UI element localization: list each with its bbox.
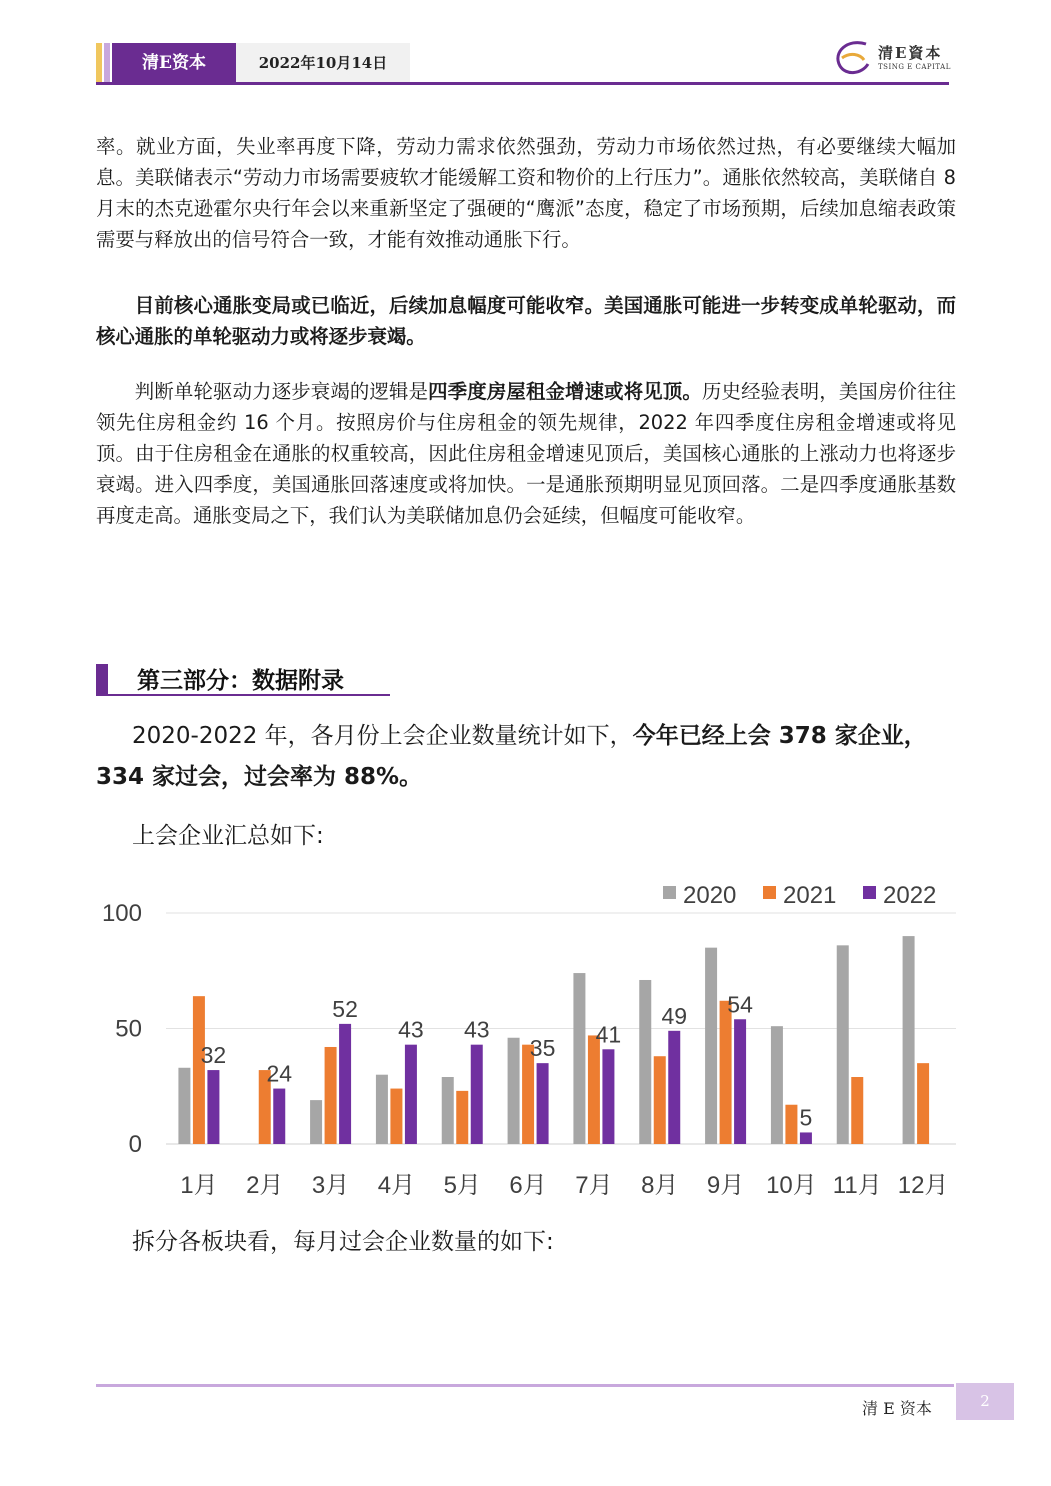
paragraph-rent-peak	[96, 376, 956, 531]
bar-2020	[310, 1100, 322, 1144]
bar-2021	[193, 996, 205, 1144]
bar-2020	[508, 1038, 520, 1144]
bar-2022	[405, 1045, 417, 1144]
bar-2022	[537, 1063, 549, 1144]
x-tick-label: 6月	[509, 1172, 547, 1199]
bar-2022	[800, 1132, 812, 1144]
legend-swatch	[763, 886, 776, 899]
x-tick-label: 11月	[832, 1172, 882, 1199]
bar-2020	[573, 973, 585, 1144]
bar-2020	[442, 1077, 454, 1144]
logo-wordmark: 清E資本	[878, 44, 943, 62]
bar-2022	[339, 1024, 351, 1144]
section-underline	[96, 694, 390, 696]
legend-swatch	[663, 886, 676, 899]
data-label: 24	[266, 1060, 293, 1087]
data-label: 49	[661, 1002, 688, 1029]
stat-intro: 2020-2022 年，各月份上会企业数量统计如下，	[132, 723, 633, 749]
bar-2020	[837, 945, 849, 1144]
x-tick-label: 1月	[180, 1172, 218, 1199]
data-label: 35	[529, 1035, 556, 1062]
bar-2021	[851, 1077, 863, 1144]
paragraph-core-inflation-text: 目前核心通胀变局或已临近，后续加息幅度可能收窄。美国通胀可能进一步转变成单轮驱动，而核心通胀的单轮驱动力或将逐步衰竭。	[96, 294, 956, 348]
bar-2020	[178, 1068, 190, 1144]
footer-brand: 清 E 资本	[862, 1399, 932, 1418]
data-label: 54	[727, 991, 753, 1018]
data-label: 43	[463, 1016, 490, 1043]
rent-bold: 四季度房屋租金增速或将见顶。	[428, 380, 702, 403]
bar-2021	[720, 1001, 732, 1144]
x-tick-label: 4月	[377, 1172, 416, 1199]
bar-2022	[602, 1049, 614, 1144]
data-label: 32	[200, 1042, 227, 1069]
bar-2020	[639, 980, 651, 1144]
bar-2021	[917, 1063, 929, 1144]
logo-subtext: TSING E CAPITAL	[878, 63, 951, 71]
x-tick-label: 10月	[766, 1172, 817, 1199]
legend-label: 2021	[783, 882, 837, 909]
bar-2021	[588, 1035, 600, 1144]
bar-2022	[734, 1019, 746, 1144]
y-tick-label: 0	[128, 1131, 142, 1158]
x-tick-label: 7月	[575, 1172, 613, 1199]
bar-2021	[654, 1056, 666, 1144]
header-divider	[96, 82, 949, 85]
x-tick-label: 8月	[641, 1172, 679, 1199]
header-brand: 清E资本	[112, 43, 236, 84]
page-number: 2	[956, 1383, 1014, 1420]
stat-bold: 今年已经上会 378 家企业，334 家过会，过会率为 88%。	[96, 723, 927, 790]
x-tick-label: 5月	[443, 1172, 481, 1199]
bar-2020	[771, 1026, 783, 1144]
rent-intro: 判断单轮驱动力逐步衰竭的逻辑是	[134, 380, 429, 403]
x-tick-label: 9月	[706, 1172, 745, 1199]
bar-2022	[207, 1070, 219, 1144]
bar-2020	[903, 936, 915, 1144]
split-label: 拆分各板块看，每月过会企业数量的如下:	[132, 1229, 554, 1255]
paragraph-employment: 率。就业方面，失业率再度下降，劳动力需求依然强劲，劳动力市场依然过热，有必要继续大幅加息。美联储表示“劳动力市场需要疲软才能缓解工资和物价的上行压力”。通胀依然较高，美联储自 8 月末的杰克逊霍尔央行年会以来重新坚定了强硬的“鹰派”态度，稳定了市场预期，后续加息缩表政策需要与释放出的信号符合一致，才能有效推动通胀下行。	[96, 135, 956, 251]
data-label: 41	[595, 1021, 622, 1048]
data-label: 43	[398, 1016, 424, 1043]
y-tick-label: 100	[101, 900, 142, 927]
bar-2022	[273, 1089, 285, 1144]
header-accent-bar-yellow	[96, 43, 102, 84]
bar-2022	[668, 1031, 680, 1144]
section-title: 第三部分：数据附录	[137, 668, 344, 694]
rent-rest: 历史经验表明，美国房价往往领先住房租金约 16 个月。按照房价与住房租金的领先规律，2022 年四季度住房租金增速或将见顶。由于住房租金在通胀的权重较高，因此住房租金增速见顶后，美国核心通胀的上涨动力也将逐步衰竭。进入四季度，美国通胀回落速度或将加快。一是通胀预期明显见顶回落。二是四季度通胀基数再度走高。通胀变局之下，我们认为美联储加息仍会延续，但幅度可能收窄。	[96, 380, 957, 527]
bar-2020	[376, 1075, 388, 1144]
x-tick-label: 2月	[246, 1172, 284, 1199]
bar-2022	[471, 1045, 483, 1144]
data-label: 52	[332, 995, 358, 1022]
header-date: 2022年10月14日	[236, 43, 410, 84]
x-tick-label: 12月	[897, 1172, 949, 1199]
bar-2021	[390, 1089, 402, 1144]
meetings-bar-chart	[80, 870, 970, 1210]
y-tick-label: 50	[115, 1015, 142, 1043]
legend-swatch	[863, 886, 876, 899]
bar-2021	[325, 1047, 337, 1144]
footer-divider	[96, 1384, 954, 1387]
bar-2021	[456, 1091, 468, 1144]
summary-label: 上会企业汇总如下:	[132, 823, 324, 849]
bar-2020	[705, 948, 717, 1144]
header-accent-bar-lavender	[104, 43, 110, 84]
x-tick-label: 3月	[311, 1172, 350, 1199]
legend-label: 2022	[883, 882, 937, 909]
section-marker	[96, 664, 108, 694]
paragraph-core-inflation	[96, 290, 956, 352]
stat-paragraph	[96, 716, 956, 798]
data-label: 5	[799, 1104, 813, 1131]
bar-2021	[785, 1105, 797, 1144]
legend-label: 2020	[683, 882, 737, 909]
